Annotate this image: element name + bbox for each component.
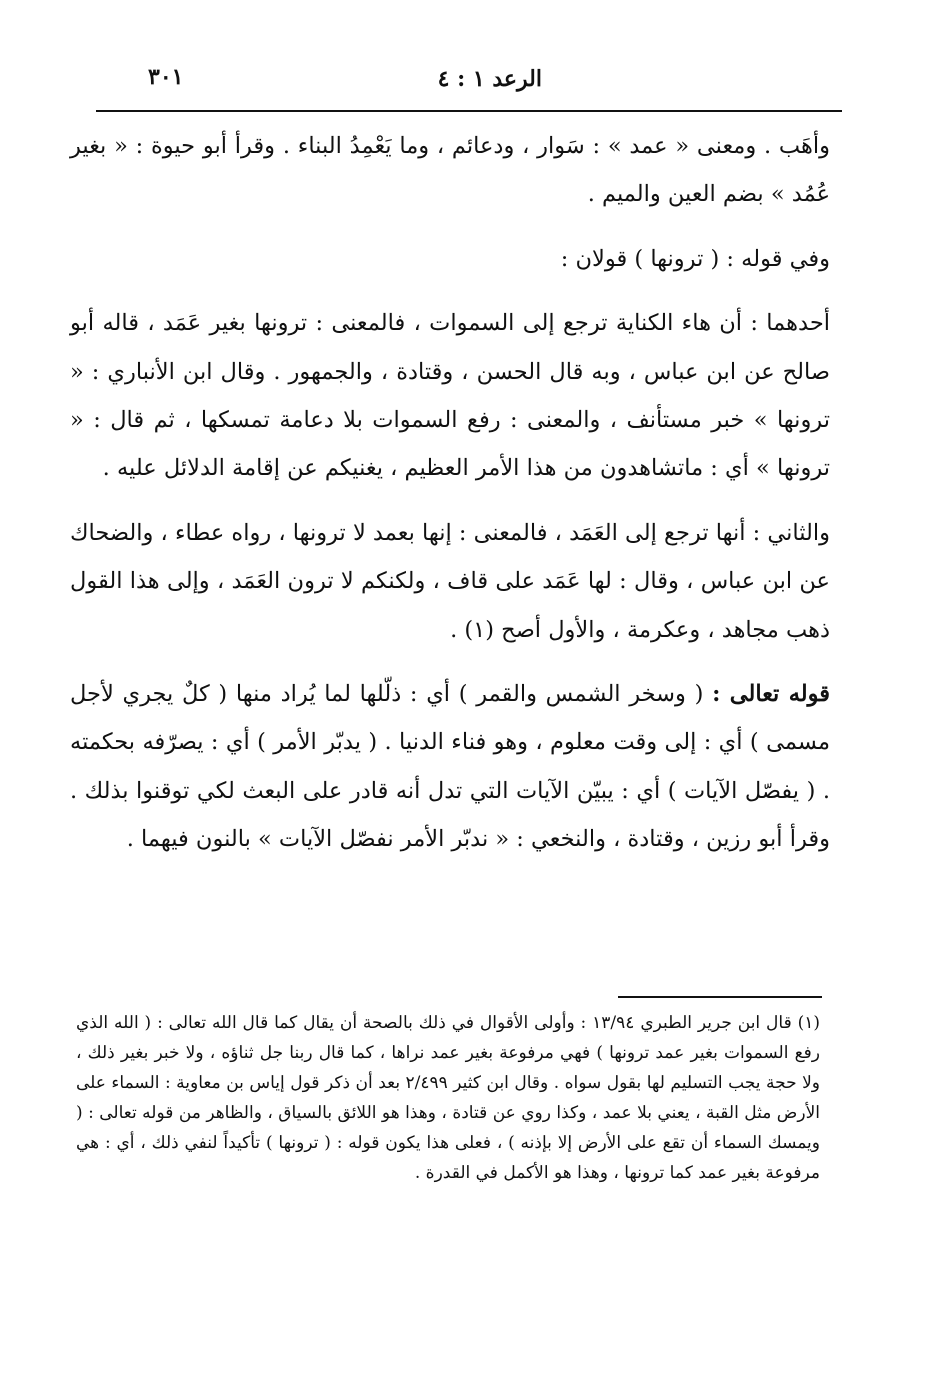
verse-commentary: ( وسخر الشمس والقمر ) أي : ذلّلها لما يُراد منها ( كلٌ يجري لأجل مسمى ) أي : إلى وقت معلوم ، وهو فناء الدنيا . ( يدبّر الأمر ) أي : يصرّفه بحكمته . ( يفصّل الآيات ) أي : يبيّن الآيات التي تدل أنه قادر على البعث لكي توقنوا بذلك . وقرأ أبو رزين ، وقتادة ، والنخعي : « ندبّر الأمر نفصّل الآيات » بالنون فيهما .	[70, 681, 830, 853]
header-divider	[96, 110, 842, 112]
verse-lead: قوله تعالى :	[712, 681, 830, 708]
paragraph-verse-commentary	[70, 670, 830, 864]
running-header	[96, 62, 842, 106]
paragraph-two-opinions: وفي قوله : ( ترونها ) قولان :	[560, 245, 830, 272]
running-header-title: الرعد ١ : ٤	[437, 66, 542, 92]
main-text	[70, 122, 830, 864]
footnote-divider	[618, 996, 822, 998]
paragraph-first-opinion: أحدهما : أن هاء الكناية ترجع إلى السموات ، فالمعنى : ترونها بغير عَمَد ، قاله أبو صالح عن ابن عباس ، وبه قال الحسن ، وقتادة ، والجمهور . وقال ابن الأنباري : « ترونها » خبر مستأنف ، والمعنى : رفع السموات بلا دعامة تمسكها ، ثم قال : « ترونها » أي : ماتشاهدون من هذا الأمر العظيم ، يغنيكم عن إقامة الدلائل عليه .	[70, 310, 830, 482]
page-number: ٣٠١	[148, 64, 184, 90]
footnote-1: (١) قال ابن جرير الطبري ١٣/٩٤ : وأولى الأقوال في ذلك بالصحة أن يقال كما قال الله تعالى : ( الله الذي رفع السموات بغير عمد ترونها ) فهي مرفوعة بغير عمد نراها ، كما قال ربنا جل ثناؤه ، ولا خبر بغير ذلك ، ولا حجة يجب التسليم لها بقول سواه . وقال ابن كثير ٢/٤٩٩ بعد أن ذكر قول إياس بن معاوية : السماء على الأرض مثل القبة ، يعني بلا عمد ، وكذا روي عن قتادة ، وهذا هو اللائق بالسياق ، والظاهر من قوله تعالى : ( ويمسك السماء أن تقع على الأرض إلا بإذنه ) ، فعلى هذا يكون قوله : ( ترونها ) تأكيداً لنفي ذلك ، أي : هي مرفوعة بغير عمد كما ترونها ، وهذا هو الأكمل في القدرة .	[76, 1013, 821, 1183]
footnotes	[76, 1008, 820, 1188]
paragraph-meaning-of-amad: وأهَب . ومعنى « عمد » : سَوار ، ودعائم ، وما يَعْمِدُ البناء . وقرأ أبو حيوة : « بغير عُمُد » بضم العين والميم .	[70, 133, 830, 208]
paragraph-second-opinion: والثاني : أنها ترجع إلى العَمَد ، فالمعنى : إنها بعمد لا ترونها ، رواه عطاء ، والضحاك عن ابن عباس ، وقال : لها عَمَد على قاف ، ولكنكم لا ترون العَمَد ، وإلى هذا القول ذهب مجاهد ، وعكرمة ، والأول أصح (١) .	[69, 519, 830, 643]
